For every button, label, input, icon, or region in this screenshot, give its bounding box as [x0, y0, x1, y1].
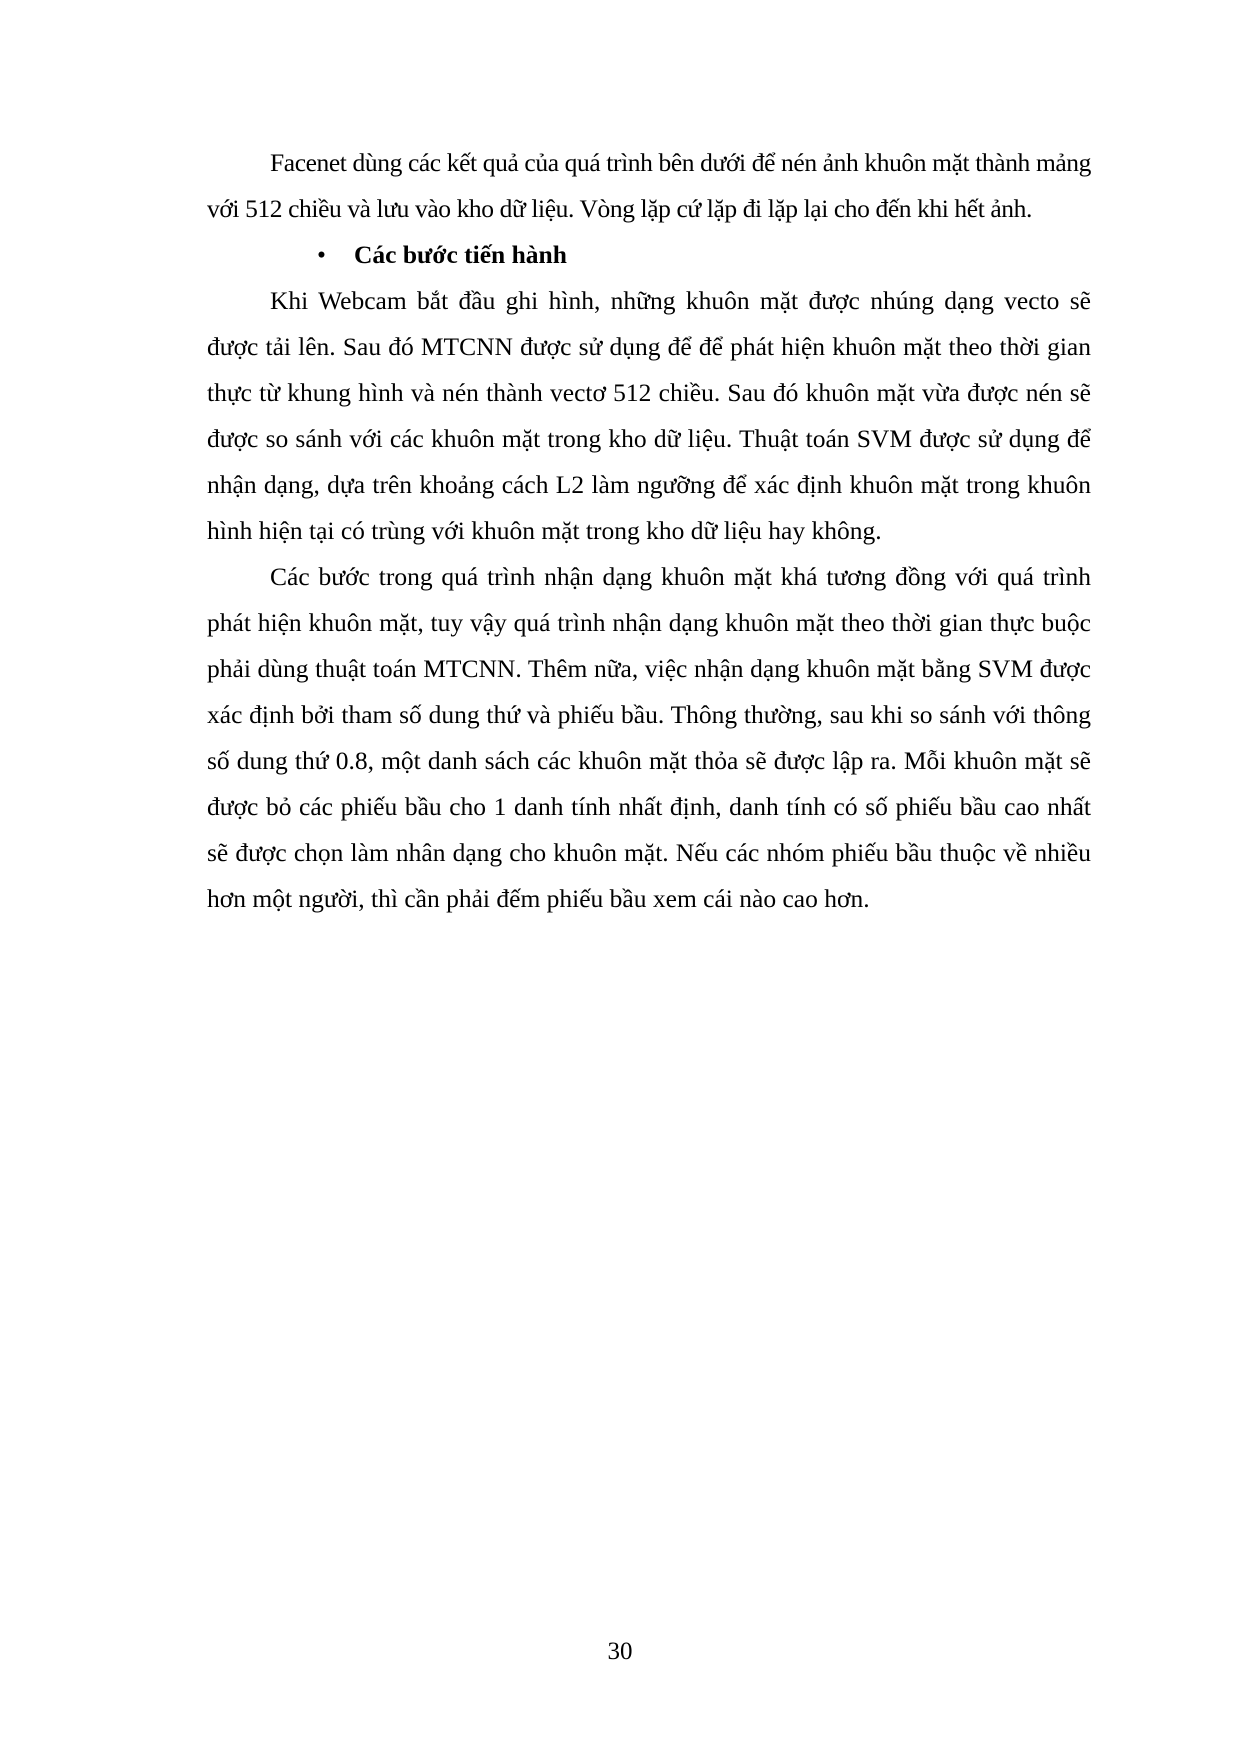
bullet-icon: •: [317, 240, 326, 269]
paragraph-facenet-compression: Facenet dùng các kết quả của quá trình bên dưới để nén ảnh khuôn mặt thành mảng với 512 chiều và lưu vào kho dữ liệu. Vòng lặp cứ lặp đi lặp lại cho đến khi hết ảnh.: [207, 148, 1091, 223]
page-number: 30: [607, 1638, 633, 1665]
paragraph-recognition-steps: Các bước trong quá trình nhận dạng khuôn mặt khá tương đồng với quá trình phát hiện khuôn mặt, tuy vậy quá trình nhận dạng khuôn mặt theo thời gian thực buộc phải dùng thuật toán MTCNN. Thêm nữa, việc nhận dạng khuôn mặt bằng SVM được xác định bởi tham số dung thứ và phiếu bầu. Thông thường, sau khi so sánh với thông số dung thứ 0.8, một danh sách các khuôn mặt thỏa sẽ được lập ra. Mỗi khuôn mặt sẽ được bỏ các phiếu bầu cho 1 danh tính nhất định, danh tính có số phiếu bầu cao nhất sẽ được chọn làm nhân dạng cho khuôn mặt. Nếu các nhóm phiếu bầu thuộc về nhiều hơn một người, thì cần phải đếm phiếu bầu xem cái nào cao hơn.: [207, 562, 1091, 913]
section-heading: [207, 232, 1091, 278]
paragraph-webcam-process: Khi Webcam bắt đầu ghi hình, những khuôn mặt được nhúng dạng vecto sẽ được tải lên. Sau đó MTCNN được sử dụng để để phát hiện khuôn mặt theo thời gian thực từ khung hình và nén thành vectơ 512 chiều. Sau đó khuôn mặt vừa được nén sẽ được so sánh với các khuôn mặt trong kho dữ liệu. Thuật toán SVM được sử dụng để nhận dạng, dựa trên khoảng cách L2 làm ngưỡng để xác định khuôn mặt trong khuôn hình hiện tại có trùng với khuôn mặt trong kho dữ liệu hay không.: [207, 286, 1091, 545]
section-heading-text: Các bước tiến hành: [354, 240, 567, 269]
page-body: [207, 140, 1091, 922]
